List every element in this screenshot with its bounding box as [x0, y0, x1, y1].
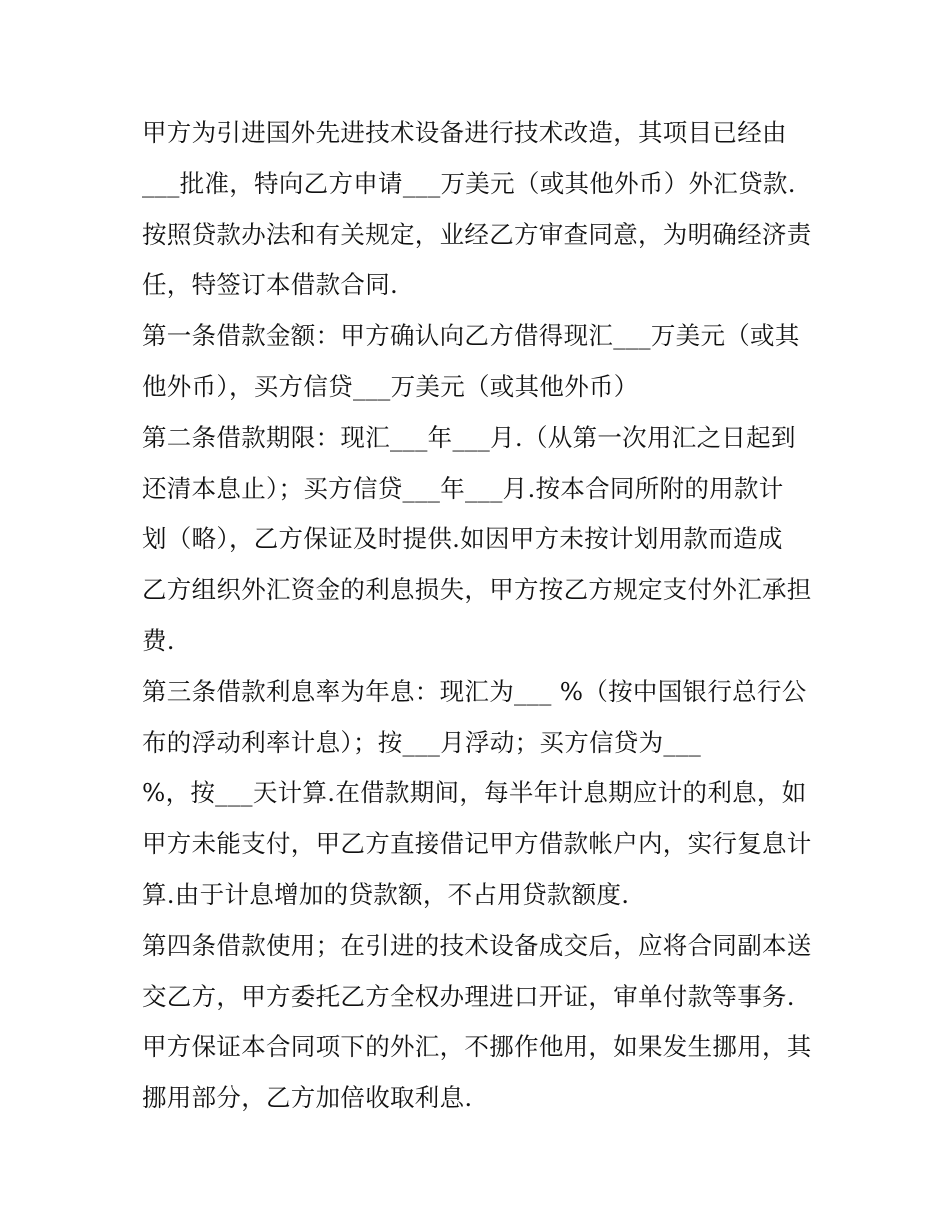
- text-line: 按照贷款办法和有关规定，业经乙方审查同意，为明确经济责: [142, 219, 812, 249]
- text-line: 交乙方，甲方委托乙方全权办理进口开证，审单付款等事务.: [142, 981, 795, 1011]
- text-line: 甲方为引进国外先进技术设备进行技术改造，其项目已经由: [142, 118, 787, 147]
- contract-body: [142, 108, 822, 1124]
- article-3-line: 第三条借款利息率为年息：现汇为___ %（按中国银行总行公: [142, 676, 807, 706]
- text-line: 甲方保证本合同项下的外汇，不挪作他用，如果发生挪用，其: [142, 1032, 812, 1062]
- text-line: 挪用部分，乙方加倍收取利息.: [142, 1083, 473, 1113]
- text-line: 布的浮动利率计息）；按___月浮动；买方信贷为___: [142, 727, 702, 757]
- article-4-line: 第四条借款使用；在引进的技术设备成交后，应将合同副本送: [142, 930, 812, 960]
- text-line: 任，特签订本借款合同.: [142, 270, 399, 300]
- text-line: 划（略），乙方保证及时提供.如因甲方未按计划用款而造成: [142, 524, 783, 554]
- text-line: 还清本息止）；买方信贷___年___月.按本合同所附的用款计: [142, 473, 784, 503]
- text-line: 他外币），买方信贷___万美元（或其他外币）: [142, 371, 639, 401]
- text-line: ___批准，特向乙方申请___万美元（或其他外币）外汇贷款.: [142, 168, 796, 198]
- text-line: 乙方组织外汇资金的利息损失，甲方按乙方规定支付外汇承担: [142, 575, 812, 605]
- text-line: 算.由于计息增加的贷款额，不占用贷款额度.: [142, 879, 630, 909]
- text-line: %，按___天计算.在借款期间，每半年计息期应计的利息，如: [142, 778, 807, 808]
- text-line: 费.: [142, 625, 175, 655]
- article-2-line: 第二条借款期限：现汇___年___月.（从第一次用汇之日起到: [142, 422, 796, 452]
- text-line: 甲方未能支付，甲乙方直接借记甲方借款帐户内，实行复息计: [142, 829, 812, 859]
- article-1-line: 第一条借款金额：甲方确认向乙方借得现汇___万美元（或其: [142, 321, 800, 351]
